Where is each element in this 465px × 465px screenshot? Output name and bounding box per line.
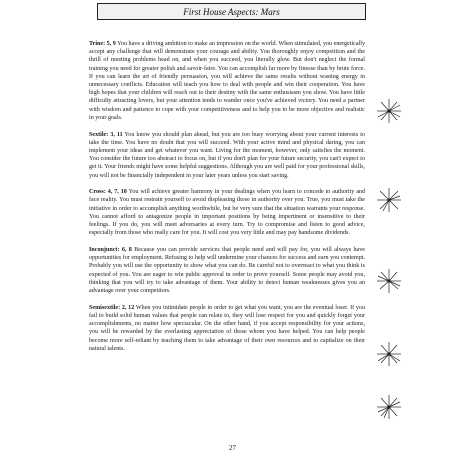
- aspect-name: Trine:: [89, 41, 106, 47]
- inconjunct-paragraph: [89, 246, 365, 295]
- aspect-name: Semisextile:: [89, 304, 121, 311]
- sextile-paragraph: [89, 131, 365, 180]
- page-number: 27: [229, 444, 236, 452]
- trine-paragraph: [89, 40, 365, 122]
- page-body: [89, 40, 365, 361]
- aspect-name: Sextile:: [89, 131, 109, 138]
- paragraph-text: You have a driving ambition to make an impression on the world. When stimulated, you energetically accept any challenge that will demonstrate your courage and ability. You thoroughly enjoy competition and the thrill of meeting problems head on, and when you succeed, you literally glow. But don't neglect the formal training you need for greater polish and savoir-faire. You can accomplish far more by finesse than by brute force. If you can learn the art of friendly persuasion, you will achieve the same results without wasting energy in unnecessary conflicts. Education will teach you how to deal with people and win their cooperation. You have high hopes that your children will reach out to their destiny with the same enthusiasm you show. You have little difficulty attracting lovers, but your attention tends to wander once you've achieved victory. You need a partner with wisdom and patience to cope with your competitiveness and to help you to be more objective and realistic in your goals.: [89, 41, 365, 121]
- running-header: [97, 3, 366, 20]
- aspect-houses: 2, 12: [121, 304, 135, 311]
- semisextile-aspect-icon: [376, 394, 402, 420]
- header-title: First House Aspects: Mars: [183, 6, 280, 17]
- paragraph-text: You know you should plan ahead, but you are too busy worrying about your current interests to take the time. You have no doubt that you will succeed. With your active mind and physical daring, you can implement your ideas and get whatever you want. Living for the moment, however, only satisfies the moment. You consider the future too abstract to focus on, but if you don't plan for your future security, you can't expect to get it. Your friends might have some helpful suggestions. Although you are well paid for your professional skills, you will not be financially independent in your later years unless you start saving.: [89, 131, 365, 179]
- semisextile-paragraph: [89, 304, 365, 353]
- aspect-houses: 3, 11: [110, 131, 123, 138]
- paragraph-text: Because you can provide services that people need and will pay for, you will always have opportunities for employment. Refusing to help will undermine your chances for success and earn you contempt. Probably you will use the opportunity to show what you can do. Be careful not to overreact to what you think is expected of you. You are eager to win public approval in order to prove yourself. Some people may avoid you, thinking that you will try to take advantage of them. Your ability to detect human weaknesses gives you an advantage over your competitors.: [89, 246, 366, 294]
- inconjunct-aspect-icon: [376, 341, 402, 367]
- trine-aspect-icon: [376, 98, 402, 124]
- aspect-name: Inconjunct:: [89, 246, 120, 253]
- aspect-houses: 6, 8: [121, 246, 132, 253]
- aspect-houses: 5, 9: [106, 41, 116, 47]
- cross-paragraph: [89, 188, 365, 237]
- sextile-aspect-icon: [376, 187, 402, 213]
- paragraph-text: You will achieve greater harmony in your dealings when you learn to concede to authority and face reality. You must restrain yourself to avoid displeasing those in authority over you. True, you must take the initiative in order to accomplish anything worthwhile, but be very sure that the situation warrants your response. You cannot afford to antagonize people in important positions by being impertinent or insensitive to their feelings. If you do, you will meet adversaries at every turn. Try to compromise and listen to good advice, especially from those who really care for you. It will cost you very little and may pay handsome dividends.: [89, 189, 365, 237]
- aspect-name: Cross:: [89, 189, 106, 196]
- cross-aspect-icon: [376, 268, 402, 294]
- paragraph-text: When you intimidate people in order to get what you want, you are the eventual loser. If you fail to build solid human values that people can relate to, they will lose respect for you and quickly forget your accomplishments, no matter how spectacular. On the other hand, if you accept responsibility for your actions, you will be rewarded by the everlasting appreciation of those whom you have helped. You can help people become more self-reliant by teaching them to take advantage of their own resources and to capitalize on their natural talents.: [89, 304, 365, 352]
- aspect-houses: 4, 7, 10: [107, 189, 127, 196]
